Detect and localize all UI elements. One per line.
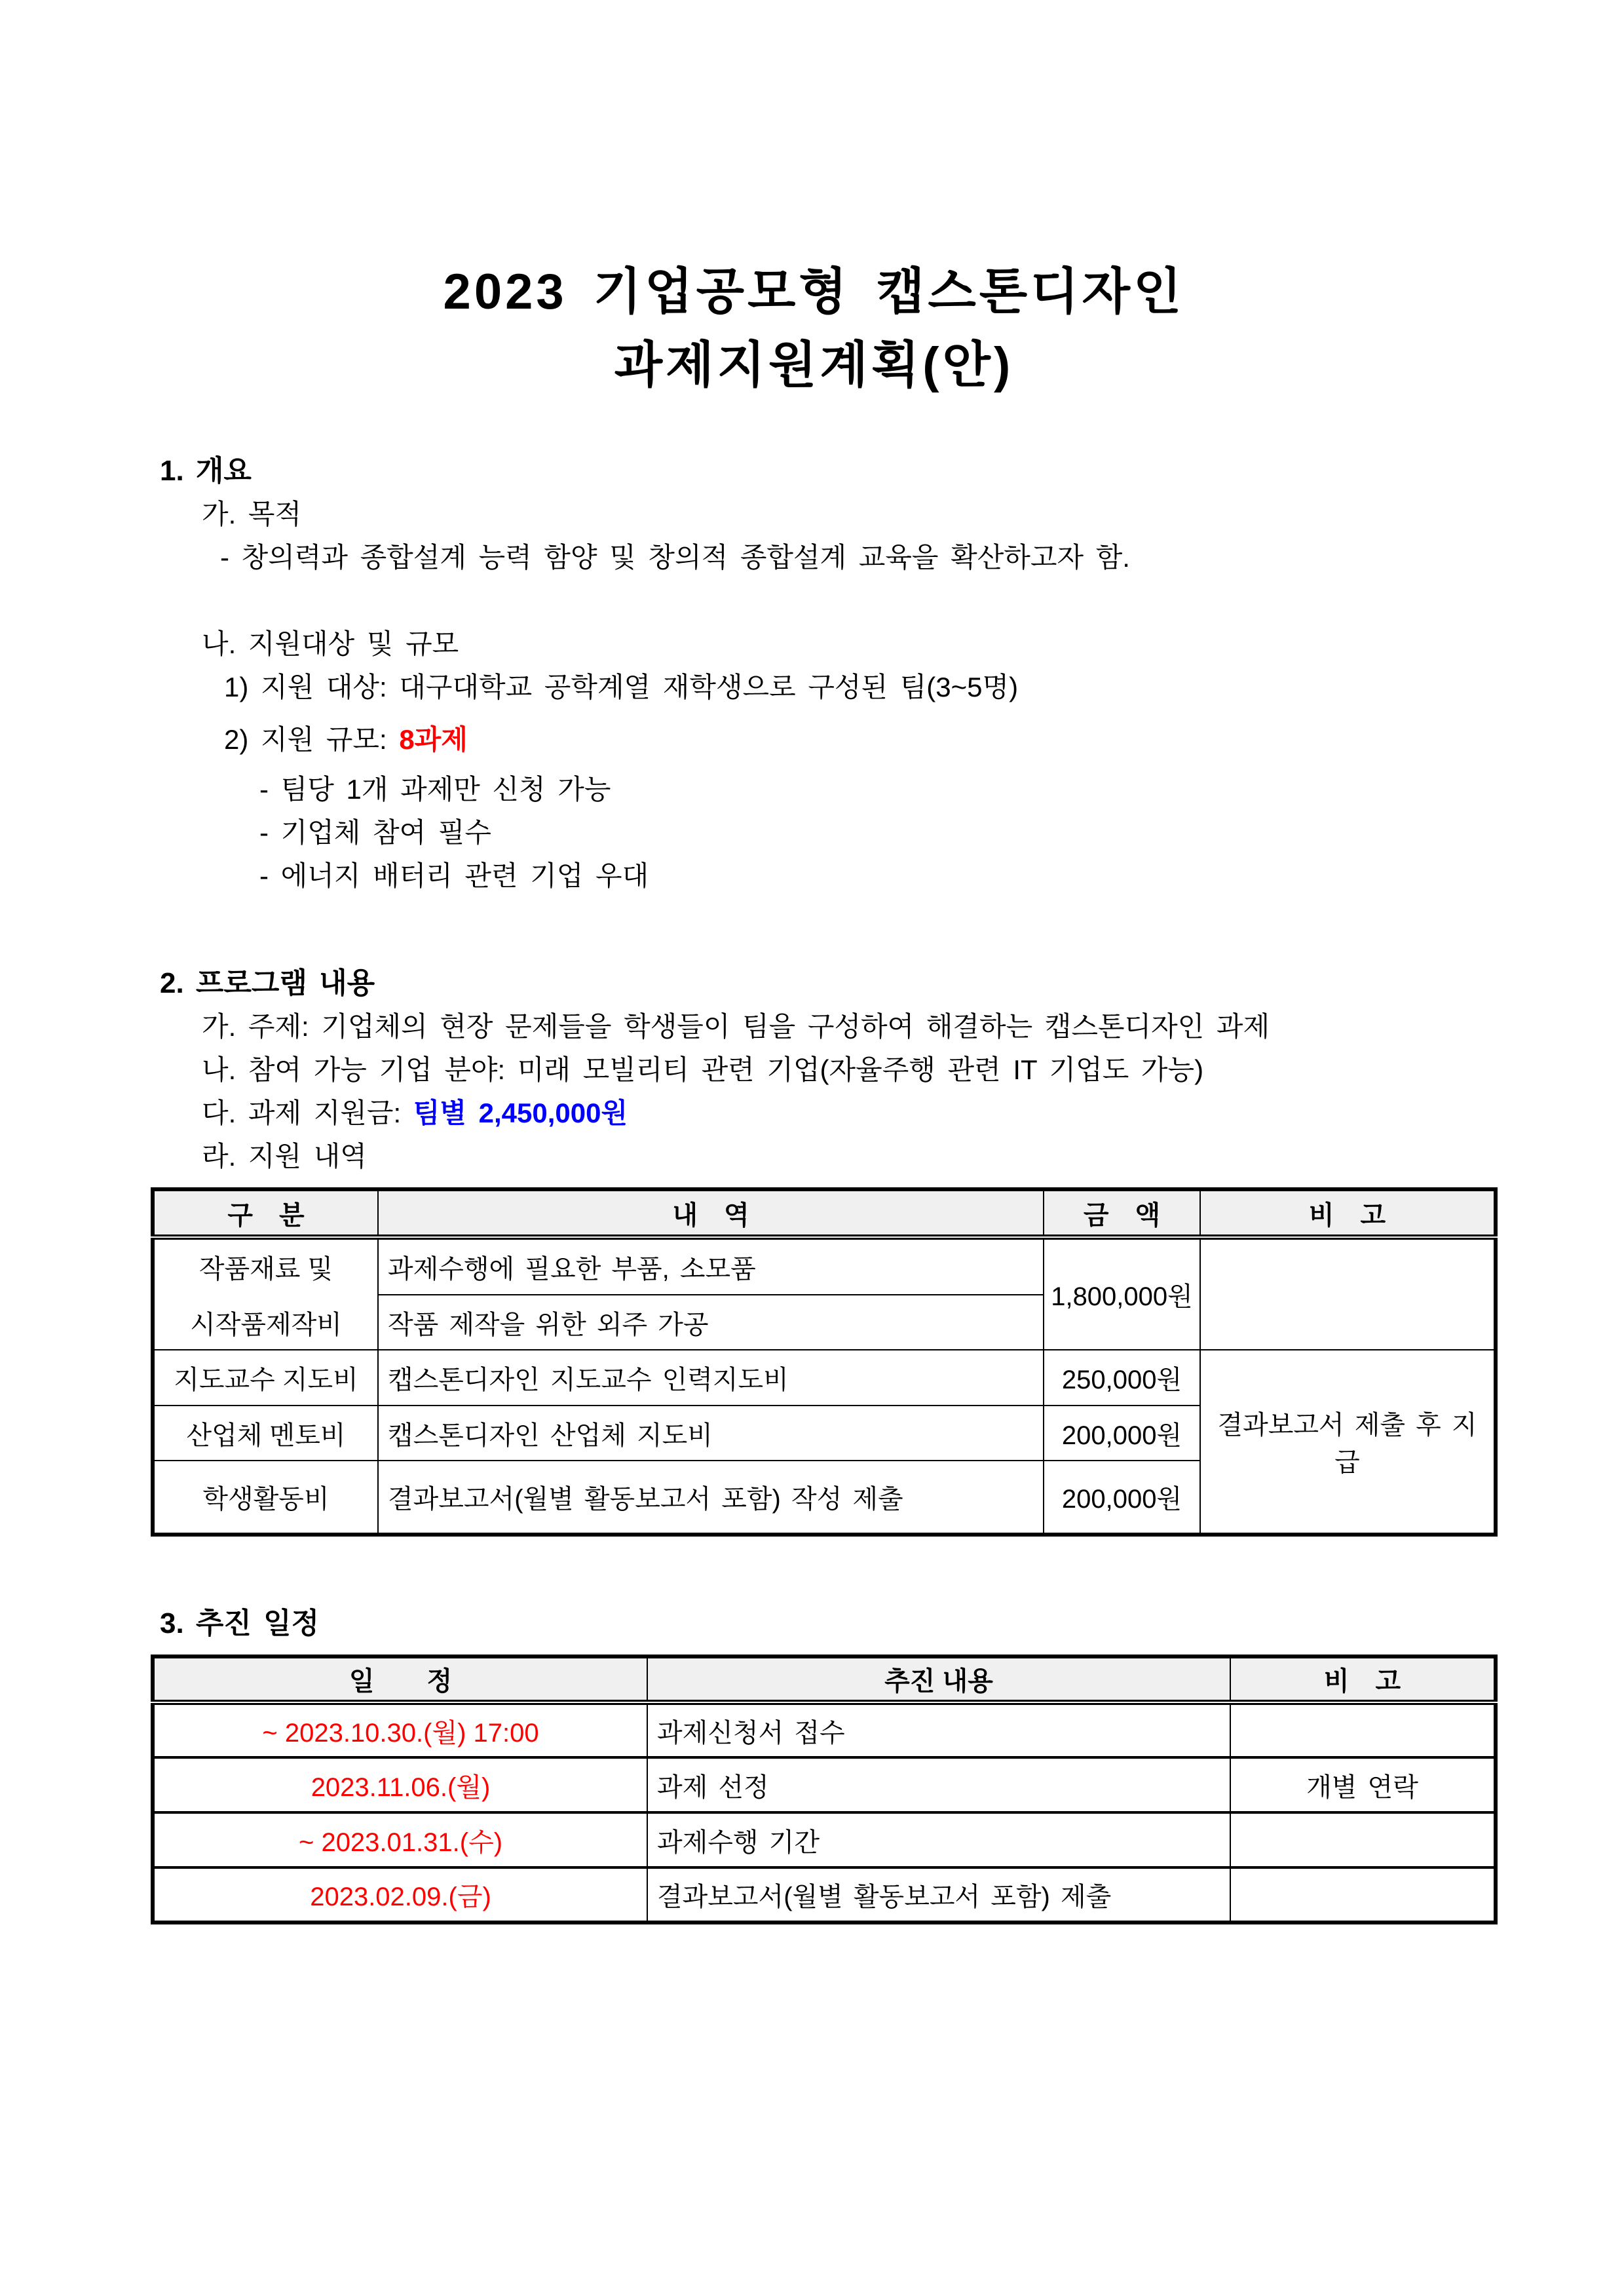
schedule-content-cell: 과제신청서 접수 xyxy=(647,1702,1230,1757)
section1-bullet-1: - 팀당 1개 과제만 신청 가능 xyxy=(259,774,611,805)
project-count-highlight: 8과제 xyxy=(399,724,468,755)
student-detail-cell: 결과보고서(월별 활동보고서 포함) 작성 제출 xyxy=(378,1461,1044,1535)
section2-item-detail: 라. 지원 내역 xyxy=(202,1141,367,1172)
mentor-category-cell: 산업체 멘토비 xyxy=(153,1406,378,1461)
schedule-note-cell xyxy=(1230,1702,1496,1757)
section1-item-target: 나. 지원대상 및 규모 xyxy=(202,628,459,659)
schedule-header-note: 비 고 xyxy=(1230,1656,1496,1702)
section1-item-purpose: 가. 목적 xyxy=(202,499,302,529)
support-header-detail: 내 역 xyxy=(378,1189,1044,1237)
section1-target-item2 xyxy=(224,718,1477,761)
schedule-content-cell: 과제수행 기간 xyxy=(647,1812,1230,1867)
support-header-category: 구 분 xyxy=(153,1189,378,1237)
materials-detail1-cell: 과제수행에 필요한 부품, 소모품 xyxy=(378,1237,1044,1295)
section2-item-field: 나. 참여 가능 기업 분야: 미래 모빌리티 관련 기업(자율주행 관련 IT 기업도 가능) xyxy=(202,1054,1204,1085)
section2-heading: 2. 프로그램 내용 xyxy=(160,967,375,999)
materials-category-cell xyxy=(153,1237,378,1350)
section1-heading: 1. 개요 xyxy=(160,455,252,487)
schedule-header-date: 일 정 xyxy=(153,1656,647,1702)
schedule-date-cell: ~ 2023.01.31.(수) xyxy=(153,1812,647,1867)
support-table-header-row xyxy=(153,1189,1496,1237)
schedule-table xyxy=(151,1655,1498,1924)
schedule-row xyxy=(153,1812,1496,1867)
support-detail-table xyxy=(151,1187,1498,1537)
schedule-table-header-row xyxy=(153,1656,1496,1702)
schedule-row xyxy=(153,1702,1496,1757)
section3-heading: 3. 추진 일정 xyxy=(160,1607,320,1639)
schedule-row xyxy=(153,1757,1496,1812)
schedule-note-cell: 개별 연락 xyxy=(1230,1757,1496,1812)
section1-bullet-2: - 기업체 참여 필수 xyxy=(259,817,491,848)
schedule-content-cell: 과제 선정 xyxy=(647,1757,1230,1812)
section2-item-fund xyxy=(202,1092,1477,1135)
fund-amount-highlight: 팀별 2,450,000원 xyxy=(413,1098,628,1128)
section2-item-topic: 가. 주제: 기업체의 현장 문제들을 학생들이 팀을 구성하여 해결하는 캡스톤디자인 과제 xyxy=(202,1011,1270,1042)
prof-detail-cell: 캡스톤디자인 지도교수 인력지도비 xyxy=(378,1350,1044,1406)
section1-target-item1: 1) 지원 대상: 대구대학교 공학계열 재학생으로 구성된 팀(3~5명) xyxy=(224,672,1019,702)
materials-detail2-cell: 작품 제작을 위한 외주 가공 xyxy=(378,1295,1044,1350)
table-row xyxy=(153,1350,1496,1406)
document-title-line2: 과제지원계획(안) xyxy=(614,337,1014,393)
fund-prefix: 다. 과제 지원금: xyxy=(202,1098,413,1128)
schedule-note-cell xyxy=(1230,1867,1496,1923)
payment-note-cell: 결과보고서 제출 후 지급 xyxy=(1200,1350,1496,1535)
mentor-amount-cell: 200,000원 xyxy=(1044,1406,1200,1461)
target-item2-prefix: 2) 지원 규모: xyxy=(224,724,400,755)
table-row xyxy=(153,1237,1496,1295)
prof-category-cell: 지도교수 지도비 xyxy=(153,1350,378,1406)
schedule-content-cell: 결과보고서(월별 활동보고서 포함) 제출 xyxy=(647,1867,1230,1923)
support-header-amount: 금 액 xyxy=(1044,1189,1200,1237)
materials-label-line1: 작품재료 및 xyxy=(198,1254,333,1284)
student-category-cell: 학생활동비 xyxy=(153,1461,378,1535)
materials-amount-cell: 1,800,000원 xyxy=(1044,1237,1200,1350)
support-header-note: 비 고 xyxy=(1200,1189,1496,1237)
materials-label-line2: 시작품제작비 xyxy=(190,1310,342,1339)
schedule-header-content: 추진 내용 xyxy=(647,1656,1230,1702)
section1-bullet-3: - 에너지 배터리 관련 기업 우대 xyxy=(259,860,649,891)
schedule-date-cell: 2023.02.09.(금) xyxy=(153,1867,647,1923)
student-amount-cell: 200,000원 xyxy=(1044,1461,1200,1535)
document-title xyxy=(151,256,1477,402)
schedule-date-cell: ~ 2023.10.30.(월) 17:00 xyxy=(153,1702,647,1757)
materials-note-cell xyxy=(1200,1237,1496,1350)
prof-amount-cell: 250,000원 xyxy=(1044,1350,1200,1406)
schedule-note-cell xyxy=(1230,1812,1496,1867)
mentor-detail-cell: 캡스톤디자인 산업체 지도비 xyxy=(378,1406,1044,1461)
schedule-row xyxy=(153,1867,1496,1923)
section1-purpose-bullet: - 창의력과 종합설계 능력 함양 및 창의적 종합설계 교육을 확산하고자 함. xyxy=(220,542,1130,573)
schedule-date-cell: 2023.11.06.(월) xyxy=(153,1757,647,1812)
document-title-line1: 2023 기업공모형 캡스톤디자인 xyxy=(443,264,1185,320)
